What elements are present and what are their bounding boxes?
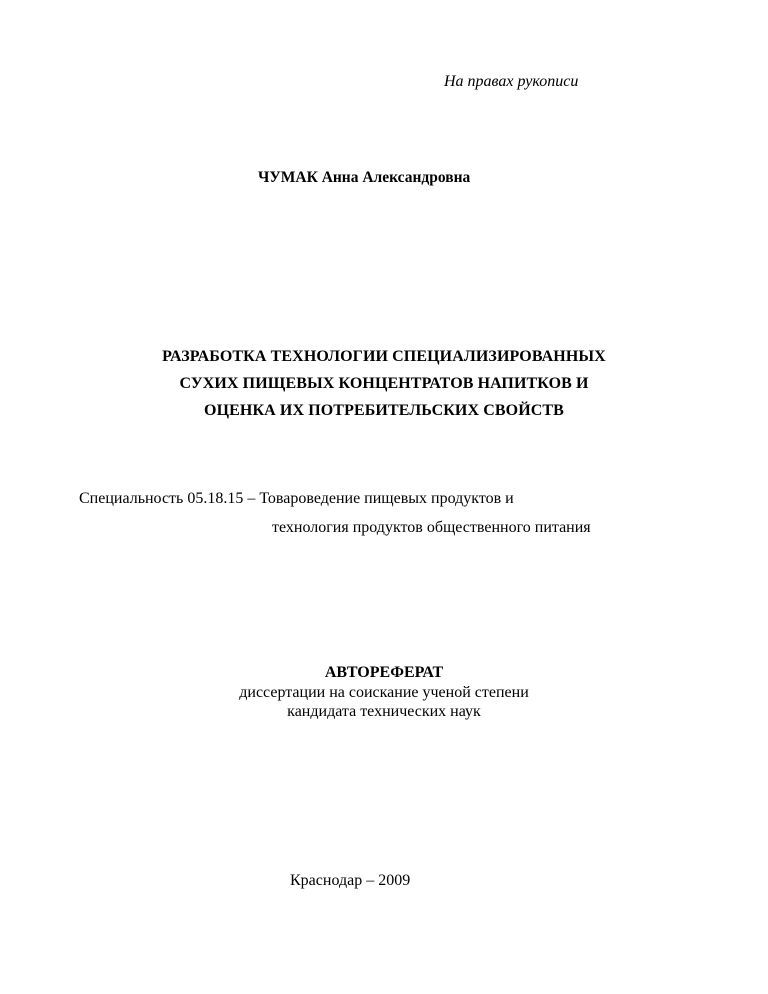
specialty-line-1: Специальность 05.18.15 – Товароведение пищевых продуктов и — [79, 490, 514, 507]
dissertation-title-line-2: СУХИХ ПИЩЕВЫХ КОНЦЕНТРАТОВ НАПИТКОВ И — [179, 375, 589, 392]
author-name: ЧУМАК Анна Александровна — [258, 169, 471, 186]
abstract-subtitle-line-1: диссертации на соискание ученой степени — [239, 684, 529, 701]
dissertation-title-line-1: РАЗРАБОТКА ТЕХНОЛОГИИ СПЕЦИАЛИЗИРОВАННЫХ — [162, 348, 606, 365]
place-and-year: Краснодар – 2009 — [290, 872, 411, 889]
dissertation-title-line-3: ОЦЕНКА ИХ ПОТРЕБИТЕЛЬСКИХ СВОЙСТВ — [204, 402, 564, 419]
specialty-line-2: технология продуктов общественного питания — [272, 519, 591, 536]
abstract-subtitle-line-2: кандидата технических наук — [287, 703, 481, 720]
manuscript-note: На правах рукописи — [444, 73, 579, 90]
abstract-heading: АВТОРЕФЕРАТ — [324, 664, 444, 681]
